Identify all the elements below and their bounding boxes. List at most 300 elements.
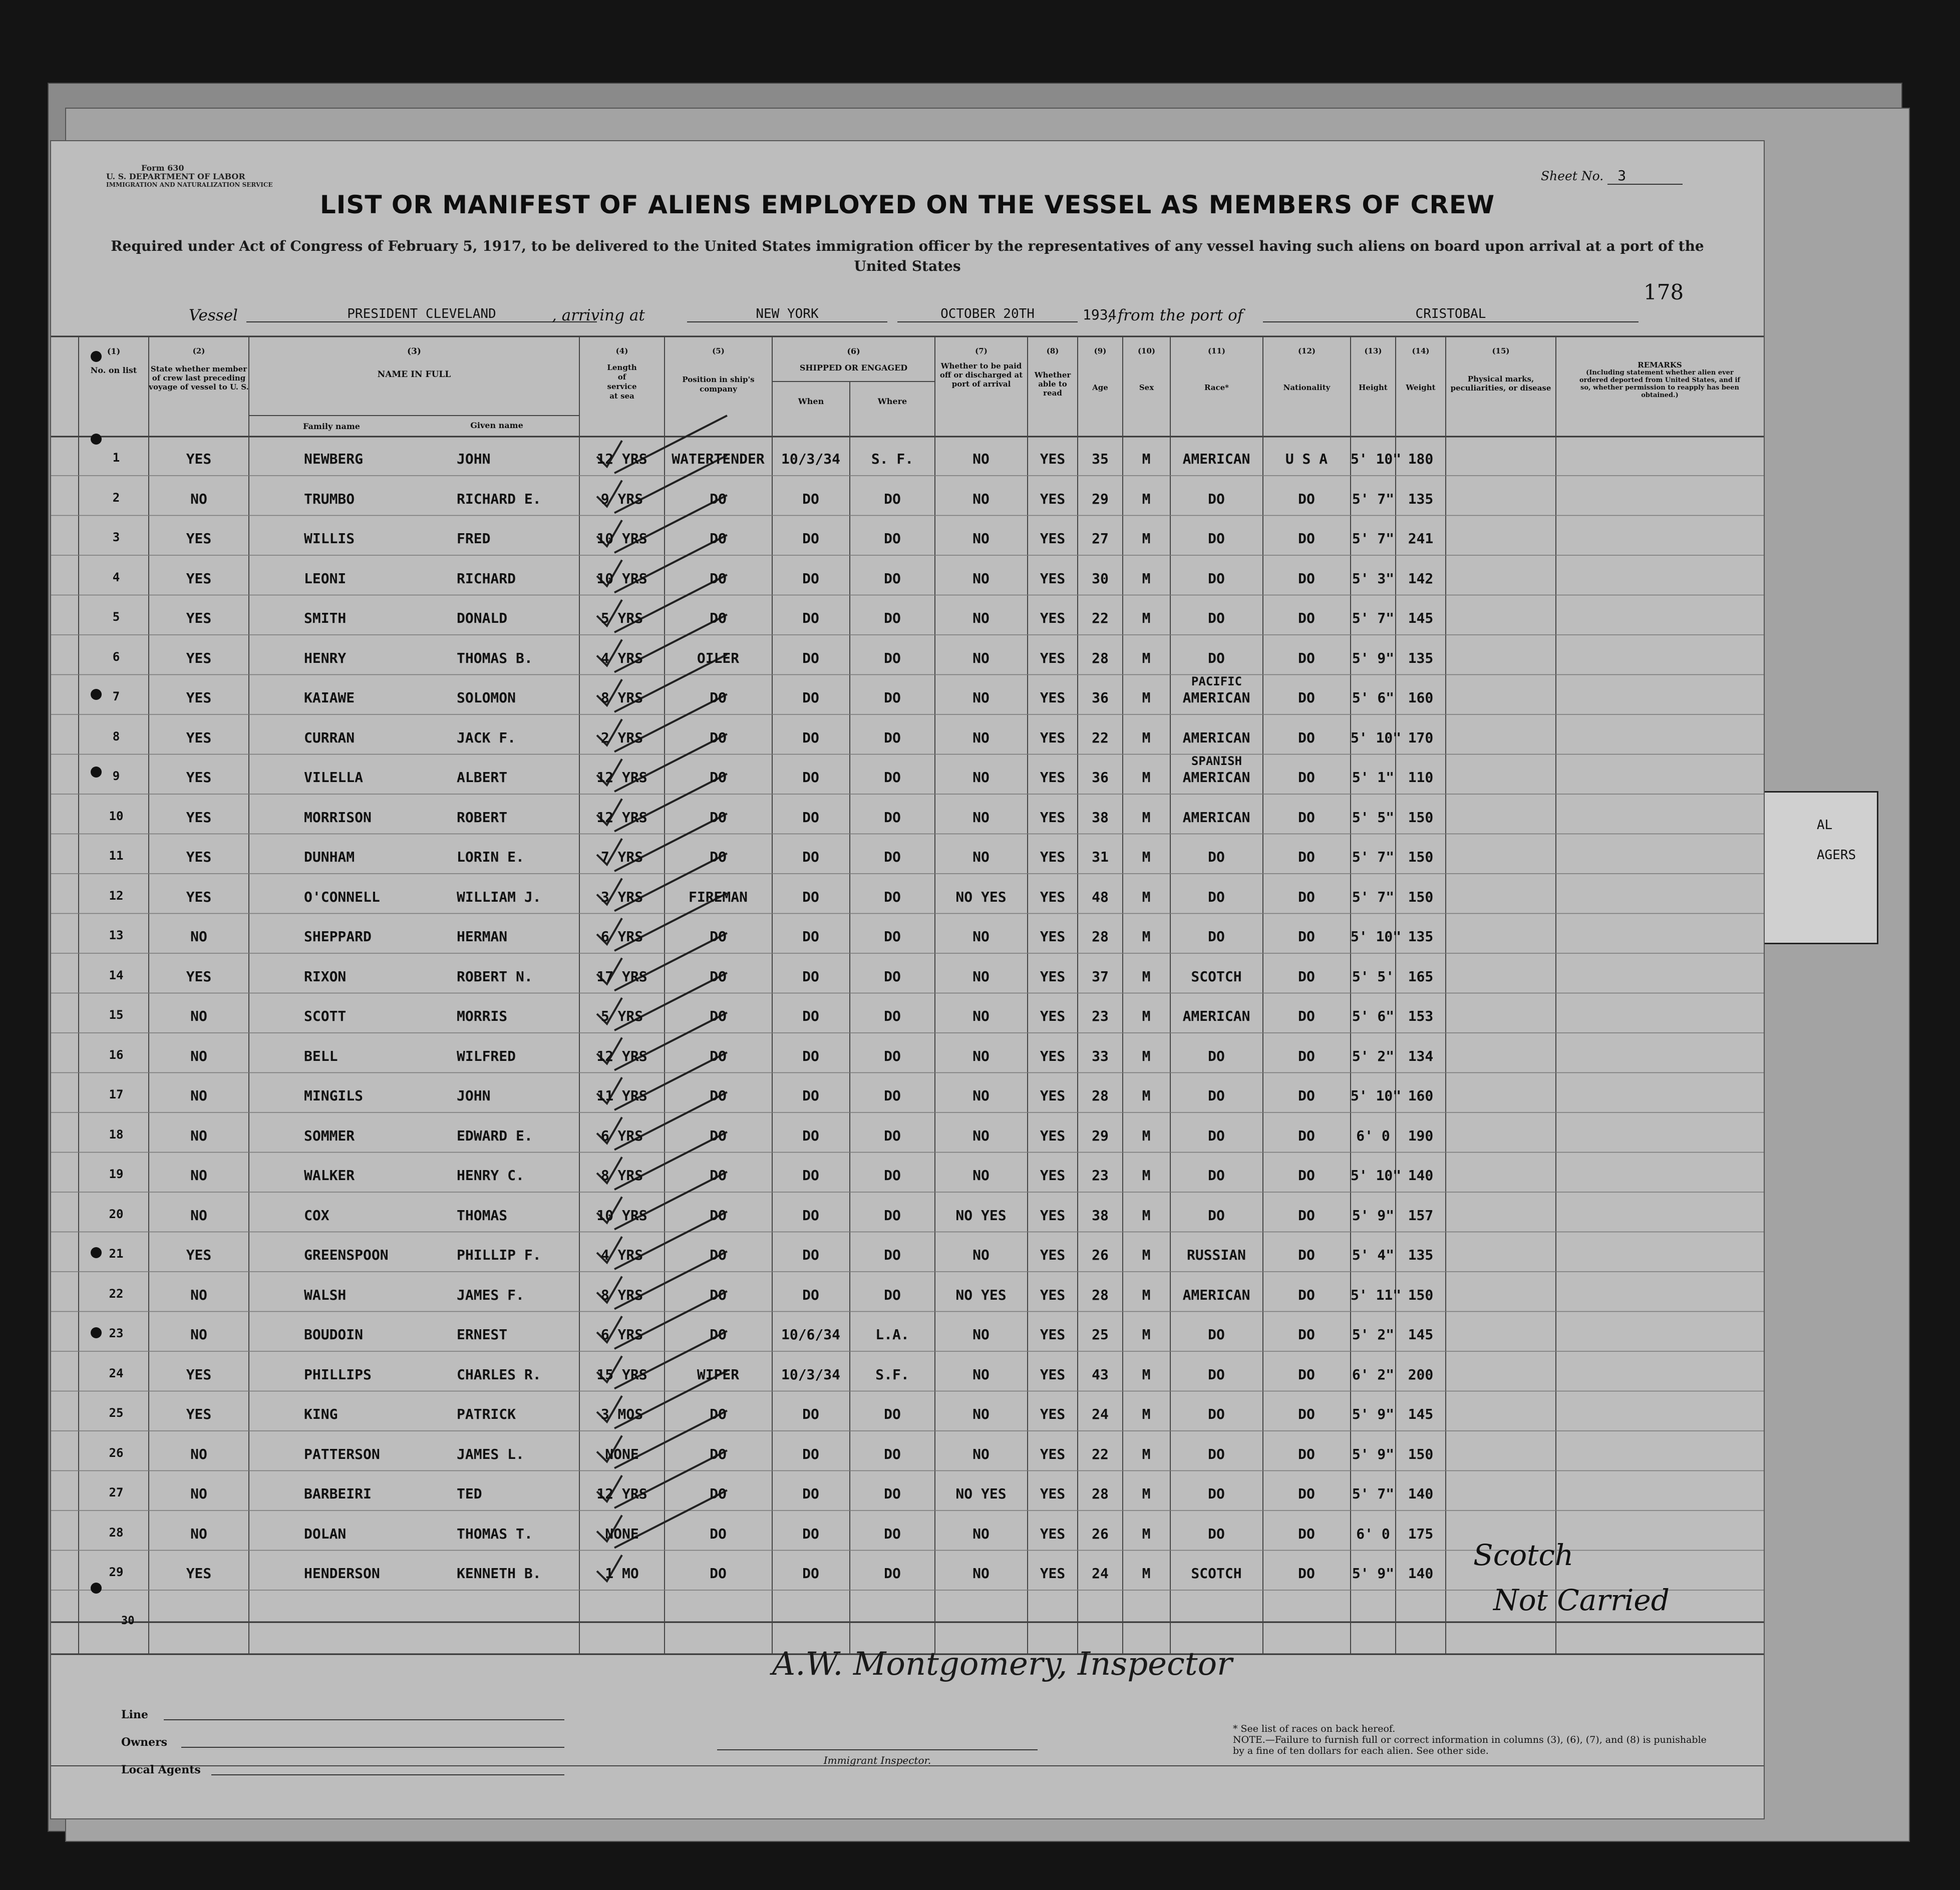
cell-weight: 135 — [1408, 490, 1434, 507]
line-field — [164, 1719, 564, 1720]
cell-height: 5' 9" — [1352, 1406, 1395, 1422]
cell-sex: M — [1142, 968, 1151, 985]
cell-given: WILLIAM J. — [457, 888, 541, 905]
cell-service: 4 YRS — [600, 649, 643, 666]
cell-race: DO — [1208, 888, 1225, 905]
cell-age: 29 — [1092, 1127, 1109, 1144]
cell-age: 37 — [1092, 968, 1109, 985]
cell-where: DO — [884, 928, 901, 945]
cell-given: THOMAS T. — [457, 1525, 533, 1542]
cell-position: DO — [710, 1167, 727, 1184]
cell-service: 12 YRS — [596, 451, 647, 467]
inspector-field — [717, 1749, 1038, 1750]
cell-race: DO — [1208, 1445, 1225, 1462]
table-row — [51, 928, 1764, 948]
row-30-number: 30 — [121, 1615, 135, 1627]
cell-weight: 145 — [1408, 1406, 1434, 1422]
cell-height: 5' 2" — [1352, 1326, 1395, 1343]
cell-prev: NO — [190, 1207, 207, 1224]
cell-no: 29 — [109, 1565, 124, 1579]
cell-height: 5' 2" — [1352, 1047, 1395, 1064]
remark-scotch: Scotch — [1473, 1538, 1574, 1572]
cell-nationality: DO — [1298, 530, 1315, 547]
cell-paid: NO — [972, 1326, 990, 1343]
cell-age: 22 — [1092, 729, 1109, 746]
cell-where: DO — [884, 1485, 901, 1502]
cell-prev: YES — [186, 689, 212, 706]
cell-race-note: SPANISH — [1191, 754, 1242, 768]
cell-no: 17 — [109, 1087, 124, 1101]
cell-height: 6' 0 — [1356, 1525, 1390, 1542]
cell-nationality: DO — [1298, 729, 1315, 746]
from-port-label: , from the port of — [1108, 306, 1243, 324]
col10-header: Sex — [1139, 383, 1154, 392]
cell-race: SCOTCH — [1191, 968, 1242, 985]
cell-read: YES — [1040, 1406, 1066, 1422]
cell-family: HENDERSON — [304, 1565, 380, 1582]
cell-given: RICHARD E. — [457, 490, 541, 507]
cell-race: DO — [1208, 1207, 1225, 1224]
cell-nationality: DO — [1298, 968, 1315, 985]
cell-sex: M — [1142, 689, 1151, 706]
cell-paid: NO — [972, 1445, 990, 1462]
cell-when: DO — [802, 968, 819, 985]
cell-race: DO — [1208, 570, 1225, 587]
cell-no: 8 — [112, 729, 120, 743]
cell-read: YES — [1040, 1286, 1066, 1303]
table-row — [51, 674, 1764, 709]
cell-prev: YES — [186, 849, 212, 865]
cell-race: AMERICAN — [1182, 451, 1250, 467]
cell-paid: NO — [972, 1127, 990, 1144]
page-subtitle: Required under Act of Congress of February 5, 1917, to be delivered to the United States immigration officer by the representatives of any vessel having such aliens on board upon arrival at a port of the United States — [111, 238, 1704, 274]
cell-family: BELL — [304, 1047, 338, 1064]
cell-read: YES — [1040, 1247, 1066, 1263]
cell-prev: YES — [186, 530, 212, 547]
cell-nationality: DO — [1298, 1485, 1315, 1502]
cell-sex: M — [1142, 1406, 1151, 1422]
cell-weight: 150 — [1408, 809, 1434, 826]
cell-family: TRUMBO — [304, 490, 355, 507]
cell-no: 4 — [112, 570, 120, 584]
cell-position: WATERTENDER — [672, 451, 765, 467]
col3-family-header: Family name — [303, 422, 360, 431]
cell-when: DO — [802, 689, 819, 706]
cell-service: 12 YRS — [596, 1047, 647, 1064]
cell-nationality: DO — [1298, 1565, 1315, 1582]
cell-given: WILFRED — [457, 1047, 516, 1064]
cell-family: HENRY — [304, 649, 347, 666]
cell-when: DO — [802, 1008, 819, 1024]
cell-where: DO — [884, 1406, 901, 1422]
cell-given: DONALD — [457, 610, 508, 626]
cell-read: YES — [1040, 1047, 1066, 1064]
table-row — [51, 754, 1764, 789]
cell-age: 22 — [1092, 610, 1109, 626]
cell-when: DO — [802, 1167, 819, 1184]
cell-weight: 157 — [1408, 1207, 1434, 1224]
cell-when: 10/3/34 — [781, 451, 840, 467]
cell-nationality: DO — [1298, 1047, 1315, 1064]
cell-race: DO — [1208, 649, 1225, 666]
cell-position: DO — [710, 1485, 727, 1502]
cell-given: HENRY C. — [457, 1167, 524, 1184]
footnote — [1233, 1723, 1709, 1756]
cell-age: 48 — [1092, 888, 1109, 905]
cell-given: MORRIS — [457, 1008, 508, 1024]
cell-race: DO — [1208, 1326, 1225, 1343]
cell-age: 28 — [1092, 649, 1109, 666]
cell-no: 11 — [109, 849, 124, 863]
cell-family: SCOTT — [304, 1008, 347, 1024]
cell-height: 5' 7" — [1352, 490, 1395, 507]
cell-position: DO — [710, 490, 727, 507]
cell-read: YES — [1040, 849, 1066, 865]
cell-nationality: DO — [1298, 1008, 1315, 1024]
cell-weight: 153 — [1408, 1008, 1434, 1024]
cell-nationality: DO — [1298, 1445, 1315, 1462]
col6-header: SHIPPED OR ENGAGED — [799, 363, 908, 372]
cell-read: YES — [1040, 530, 1066, 547]
table-row — [51, 849, 1764, 869]
cell-paid: NO — [972, 1087, 990, 1104]
table-row — [51, 1446, 1764, 1466]
cell-nationality: DO — [1298, 1167, 1315, 1184]
cell-nationality: U S A — [1285, 451, 1328, 467]
cell-weight: 135 — [1408, 928, 1434, 945]
cell-prev: NO — [190, 928, 207, 945]
cell-no: 25 — [109, 1406, 124, 1420]
cell-when: DO — [802, 610, 819, 626]
cell-no: 23 — [109, 1326, 124, 1340]
cell-age: 27 — [1092, 530, 1109, 547]
col9-number: (9) — [1094, 346, 1107, 355]
cell-when: DO — [802, 1247, 819, 1263]
cell-weight: 142 — [1408, 570, 1434, 587]
cell-prev: YES — [186, 1247, 212, 1263]
footnote-fine: NOTE.—Failure to furnish full or correct information in columns (3), (6), (7), and (8) is punishable by a fine of ten dollars for each alien. See other side. — [1233, 1734, 1707, 1756]
cell-family: O'CONNELL — [304, 888, 380, 905]
cell-position: DO — [710, 1047, 727, 1064]
cell-weight: 150 — [1408, 888, 1434, 905]
cell-where: S.F. — [875, 1366, 909, 1383]
cell-service: 12 YRS — [596, 1485, 647, 1502]
cell-family: SMITH — [304, 610, 347, 626]
cell-where: DO — [884, 689, 901, 706]
cell-sex: M — [1142, 610, 1151, 626]
sheet-value: 3 — [1607, 167, 1683, 185]
cell-when: DO — [802, 530, 819, 547]
cell-when: 10/6/34 — [781, 1326, 840, 1343]
cell-nationality: DO — [1298, 1406, 1315, 1422]
table-row — [51, 491, 1764, 511]
cell-where: L.A. — [875, 1326, 909, 1343]
cell-race: AMERICAN — [1182, 809, 1250, 826]
cell-given: JOHN — [457, 451, 491, 467]
cell-sex: M — [1142, 729, 1151, 746]
cell-service: 3 YRS — [600, 888, 643, 905]
cell-position: DO — [710, 570, 727, 587]
cell-given: CHARLES R. — [457, 1366, 541, 1383]
cell-when: DO — [802, 1087, 819, 1104]
cell-paid: NO — [972, 490, 990, 507]
cell-where: DO — [884, 649, 901, 666]
cell-height: 6' 2" — [1352, 1366, 1395, 1383]
cell-position: DO — [710, 689, 727, 706]
cell-position: DO — [710, 1326, 727, 1343]
cell-prev: YES — [186, 1406, 212, 1422]
cell-position: WIPER — [697, 1366, 740, 1383]
cell-nationality: DO — [1298, 610, 1315, 626]
table-row — [51, 1406, 1764, 1426]
cell-family: MORRISON — [304, 809, 372, 826]
cell-no: 27 — [109, 1485, 124, 1499]
cell-weight: 150 — [1408, 1286, 1434, 1303]
col10-number: (10) — [1137, 346, 1156, 355]
cell-read: YES — [1040, 968, 1066, 985]
col12-header: Nationality — [1283, 383, 1331, 392]
cell-sex: M — [1142, 1247, 1151, 1263]
cell-no: 10 — [109, 809, 124, 823]
cell-paid: NO — [972, 928, 990, 945]
cell-read: YES — [1040, 1525, 1066, 1542]
sheet-label: Sheet No. — [1541, 169, 1604, 183]
cell-given: TED — [457, 1485, 482, 1502]
cell-prev: NO — [190, 1286, 207, 1303]
cell-position: DO — [710, 809, 727, 826]
cell-when: DO — [802, 570, 819, 587]
cell-height: 5' 10" — [1351, 451, 1402, 467]
cell-nationality: DO — [1298, 888, 1315, 905]
table-row — [51, 1048, 1764, 1068]
cell-race: DO — [1208, 1485, 1225, 1502]
cell-no: 16 — [109, 1047, 124, 1062]
col9-header: Age — [1092, 383, 1108, 392]
cell-weight: 145 — [1408, 1326, 1434, 1343]
cell-paid: NO YES — [955, 1207, 1007, 1224]
cell-given: RICHARD — [457, 570, 516, 587]
cell-age: 43 — [1092, 1366, 1109, 1383]
col16-header: REMARKS — [1638, 360, 1682, 369]
col11-header: Race* — [1204, 383, 1229, 392]
cell-prev: NO — [190, 1047, 207, 1064]
table-row — [51, 610, 1764, 630]
cell-given: LORIN E. — [457, 849, 524, 865]
cell-weight: 170 — [1408, 729, 1434, 746]
cell-given: KENNETH B. — [457, 1565, 541, 1582]
cell-when: DO — [802, 809, 819, 826]
cell-age: 35 — [1092, 451, 1109, 467]
cell-where: DO — [884, 1445, 901, 1462]
cell-paid: NO — [972, 1525, 990, 1542]
cell-sex: M — [1142, 530, 1151, 547]
page-number: 178 — [1644, 280, 1684, 304]
cell-prev: NO — [190, 1525, 207, 1542]
cell-prev: YES — [186, 729, 212, 746]
cell-position: DO — [710, 1565, 727, 1582]
col3-given-header: Given name — [470, 421, 523, 430]
cell-nationality: DO — [1298, 490, 1315, 507]
cell-read: YES — [1040, 1207, 1066, 1224]
cell-where: DO — [884, 1167, 901, 1184]
cell-race: AMERICAN — [1182, 729, 1250, 746]
cell-age: 28 — [1092, 1286, 1109, 1303]
cell-given: JAMES F. — [457, 1286, 524, 1303]
cell-paid: NO YES — [955, 1485, 1007, 1502]
cell-family: VILELLA — [304, 769, 364, 786]
cell-position: DO — [710, 610, 727, 626]
cell-no: 14 — [109, 968, 124, 982]
cell-read: YES — [1040, 490, 1066, 507]
cell-race: DO — [1208, 1406, 1225, 1422]
table-row — [51, 1127, 1764, 1148]
cell-family: BARBEIRI — [304, 1485, 372, 1502]
cell-family: KAIAWE — [304, 689, 355, 706]
cell-age: 28 — [1092, 928, 1109, 945]
col4-header: Length of service at sea — [607, 363, 637, 401]
cell-age: 36 — [1092, 689, 1109, 706]
cell-given: HERMAN — [457, 928, 508, 945]
col13-header: Height — [1359, 383, 1388, 392]
cell-read: YES — [1040, 1366, 1066, 1383]
owners-label: Owners — [121, 1736, 168, 1749]
cell-age: 24 — [1092, 1565, 1109, 1582]
cell-weight: 190 — [1408, 1127, 1434, 1144]
cell-service: 9 YRS — [600, 490, 643, 507]
cell-race: DO — [1208, 530, 1225, 547]
cell-family: RIXON — [304, 968, 347, 985]
cell-sex: M — [1142, 570, 1151, 587]
row-30 — [51, 1615, 1764, 1635]
cell-paid: NO — [972, 1247, 990, 1263]
col6-where-header: Where — [877, 397, 907, 406]
cell-family: SOMMER — [304, 1127, 355, 1144]
cell-height: 5' 1" — [1352, 769, 1395, 786]
adjacent-page-stub — [1760, 791, 1878, 944]
cell-family: GREENSPOON — [304, 1247, 389, 1263]
cell-position: DO — [710, 1127, 727, 1144]
cell-age: 38 — [1092, 809, 1109, 826]
cell-given: THOMAS B. — [457, 649, 533, 666]
table-row — [51, 809, 1764, 829]
cell-where: DO — [884, 570, 901, 587]
footnote-races: * See list of races on back hereof. — [1233, 1723, 1396, 1734]
cell-paid: NO — [972, 1406, 990, 1422]
cell-prev: YES — [186, 1565, 212, 1582]
inspector-label: Immigrant Inspector. — [823, 1754, 931, 1766]
cell-position: DO — [710, 849, 727, 865]
cell-service: 12 YRS — [596, 769, 647, 786]
cell-prev: YES — [186, 570, 212, 587]
cell-weight: 135 — [1408, 649, 1434, 666]
arriving-label: , arriving at — [552, 306, 645, 324]
table-row — [51, 1167, 1764, 1187]
cell-service: 8 YRS — [600, 1286, 643, 1303]
cell-weight: 165 — [1408, 968, 1434, 985]
owners-field — [181, 1747, 564, 1748]
cell-paid: NO — [972, 729, 990, 746]
cell-paid: NO — [972, 1366, 990, 1383]
col14-header: Weight — [1406, 383, 1436, 392]
arrival-date: OCTOBER 20TH — [897, 306, 1078, 322]
cell-service: 6 YRS — [600, 928, 643, 945]
col4-number: (4) — [615, 346, 628, 355]
cell-read: YES — [1040, 928, 1066, 945]
table-row — [51, 1087, 1764, 1107]
cell-service: 7 YRS — [600, 849, 643, 865]
cell-height: 5' 3" — [1352, 570, 1395, 587]
cell-family: PATTERSON — [304, 1445, 380, 1462]
cell-nationality: DO — [1298, 769, 1315, 786]
cell-height: 6' 0 — [1356, 1127, 1390, 1144]
cell-no: 12 — [109, 888, 124, 903]
cell-nationality: DO — [1298, 1326, 1315, 1343]
form-number: Form 630 — [141, 163, 184, 173]
cell-sex: M — [1142, 1326, 1151, 1343]
cell-weight: 134 — [1408, 1047, 1434, 1064]
cell-given: THOMAS — [457, 1207, 508, 1224]
cell-service: 11 YRS — [596, 1087, 647, 1104]
cell-weight: 180 — [1408, 451, 1434, 467]
cell-read: YES — [1040, 809, 1066, 826]
page-title: LIST OR MANIFEST OF ALIENS EMPLOYED ON THE VESSEL AS MEMBERS OF CREW — [319, 190, 1495, 219]
cell-position: DO — [710, 1286, 727, 1303]
cell-read: YES — [1040, 570, 1066, 587]
cell-paid: NO — [972, 968, 990, 985]
cell-prev: NO — [190, 1167, 207, 1184]
cell-age: 33 — [1092, 1047, 1109, 1064]
cell-weight: 140 — [1408, 1565, 1434, 1582]
column-headers — [51, 336, 1764, 437]
table-row — [51, 1326, 1764, 1346]
cell-sex: M — [1142, 928, 1151, 945]
cell-when: DO — [802, 1445, 819, 1462]
cell-family: PHILLIPS — [304, 1366, 372, 1383]
cell-prev: NO — [190, 1485, 207, 1502]
cell-when: DO — [802, 1525, 819, 1542]
cell-family: LEONI — [304, 570, 347, 587]
cell-no: 5 — [112, 610, 120, 624]
cell-position: DO — [710, 530, 727, 547]
cell-read: YES — [1040, 1127, 1066, 1144]
cell-no: 20 — [109, 1207, 124, 1221]
cell-race: DO — [1208, 610, 1225, 626]
cell-nationality: DO — [1298, 1247, 1315, 1263]
table-row — [51, 729, 1764, 749]
cell-position: OILER — [697, 649, 740, 666]
col16-note: (Including statement whether alien ever ordered deported from United States, and if so, whether permission to reapply has been obtained.) — [1579, 369, 1740, 399]
col11-number: (11) — [1207, 346, 1226, 355]
cell-sex: M — [1142, 1087, 1151, 1104]
cell-read: YES — [1040, 689, 1066, 706]
cell-age: 38 — [1092, 1207, 1109, 1224]
cell-sex: M — [1142, 769, 1151, 786]
cell-read: YES — [1040, 451, 1066, 467]
cell-where: DO — [884, 729, 901, 746]
cell-height: 5' 7" — [1352, 849, 1395, 865]
cell-service: 10 YRS — [596, 570, 647, 587]
cell-where: DO — [884, 809, 901, 826]
cell-when: 10/3/34 — [781, 1366, 840, 1383]
col2-number: (2) — [192, 346, 205, 355]
agents-label: Local Agents — [121, 1763, 201, 1776]
cell-prev: YES — [186, 888, 212, 905]
cell-service: NONE — [605, 1445, 639, 1462]
cell-nationality: DO — [1298, 570, 1315, 587]
cell-prev: YES — [186, 809, 212, 826]
col1-number: (1) — [107, 346, 121, 356]
cell-where: DO — [884, 530, 901, 547]
